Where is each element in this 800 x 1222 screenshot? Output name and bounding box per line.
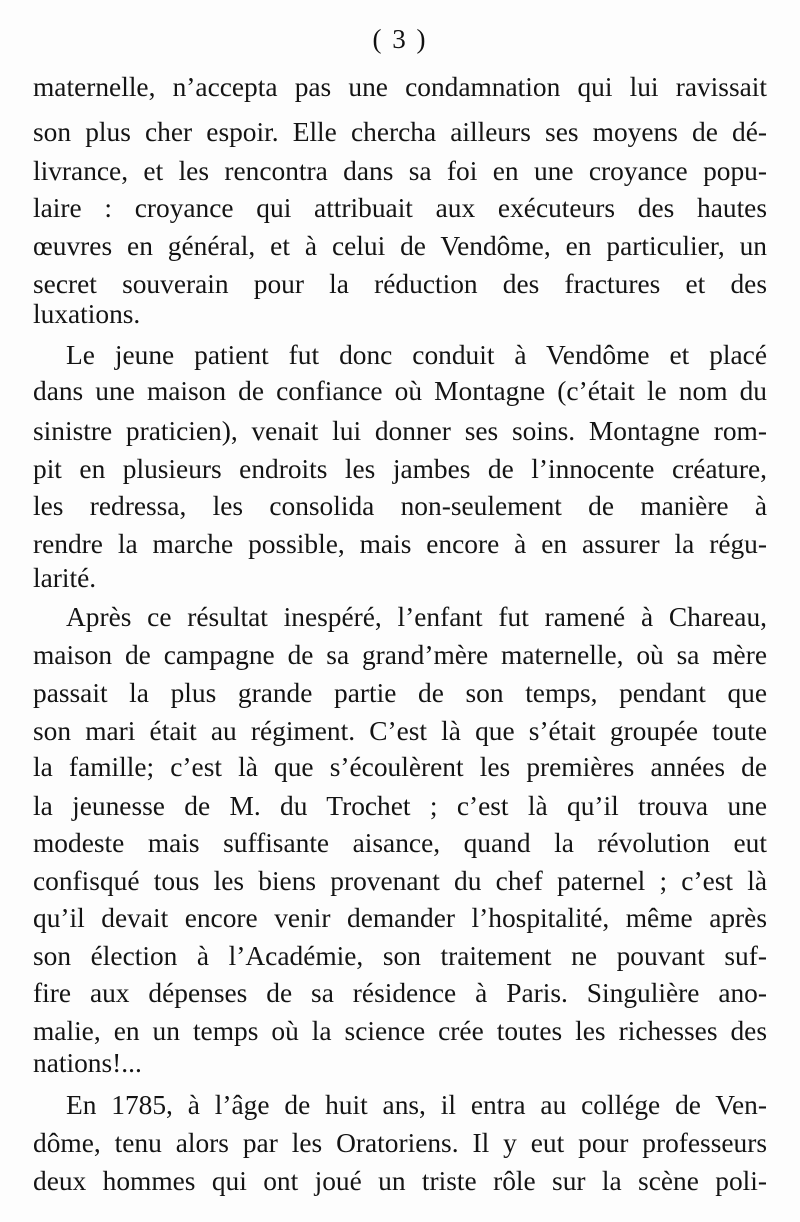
text-line: œuvres en général, et à celui de Vendôme, en particulier, un: [33, 231, 767, 261]
text-line: les redressa, les consolida non-seulement de manière à: [33, 491, 767, 521]
text-line: qu’il devait encore venir demander l’hospitalité, même après: [33, 903, 767, 933]
text-line: confisqué tous les biens provenant du chef paternel ; c’est là: [33, 866, 767, 896]
page-number: ( 3 ): [372, 24, 428, 54]
text-line: la famille; c’est là que s’écoulèrent les premières années de: [33, 752, 767, 782]
text-line: dôme, tenu alors par les Oratoriens. Il y eut pour professeurs: [33, 1128, 767, 1158]
text-line: rendre la marche possible, mais encore à en assurer la régu-: [33, 529, 767, 559]
text-line: sinistre praticien), venait lui donner ses soins. Montagne rom-: [33, 416, 767, 446]
text-line: maternelle, n’accepta pas une condamnation qui lui ravissait: [33, 72, 767, 102]
text-line: son plus cher espoir. Elle chercha ailleurs ses moyens de dé-: [33, 117, 767, 147]
text-line: pit en plusieurs endroits les jambes de l’innocente créature,: [33, 454, 767, 484]
text-line: dans une maison de confiance où Montagne (c’était le nom du: [33, 376, 767, 406]
paragraph-first-line: En 1785, à l’âge de huit ans, il entra au collége de Ven-: [66, 1090, 767, 1120]
paragraph-first-line: Après ce résultat inespéré, l’enfant fut ramené à Chareau,: [66, 602, 767, 632]
text-line: secret souverain pour la réduction des fractures et des: [33, 269, 767, 299]
text-line: malie, en un temps où la science crée toutes les richesses des: [33, 1016, 767, 1046]
text-line: nations!...: [33, 1048, 142, 1078]
text-line: deux hommes qui ont joué un triste rôle sur la scène poli-: [33, 1166, 767, 1196]
text-line: larité.: [33, 563, 97, 593]
text-line: son mari était au régiment. C’est là que s’était groupée toute: [33, 716, 767, 746]
text-line: fire aux dépenses de sa résidence à Paris. Singulière ano-: [33, 978, 767, 1008]
text-line: la jeunesse de M. du Trochet ; c’est là qu’il trouva une: [33, 791, 767, 821]
text-line: son élection à l’Académie, son traitement ne pouvant suf-: [33, 941, 767, 971]
paragraph-first-line: Le jeune patient fut donc conduit à Vendôme et placé: [66, 340, 767, 370]
text-line: passait la plus grande partie de son temps, pendant que: [33, 678, 767, 708]
text-line: laire : croyance qui attribuait aux exécuteurs des hautes: [33, 193, 767, 223]
text-line: maison de campagne de sa grand’mère maternelle, où sa mère: [33, 640, 767, 670]
text-line: modeste mais suffisante aisance, quand la révolution eut: [33, 828, 767, 858]
text-line: livrance, et les rencontra dans sa foi en une croyance popu-: [33, 156, 767, 186]
text-line: luxations.: [33, 299, 141, 329]
